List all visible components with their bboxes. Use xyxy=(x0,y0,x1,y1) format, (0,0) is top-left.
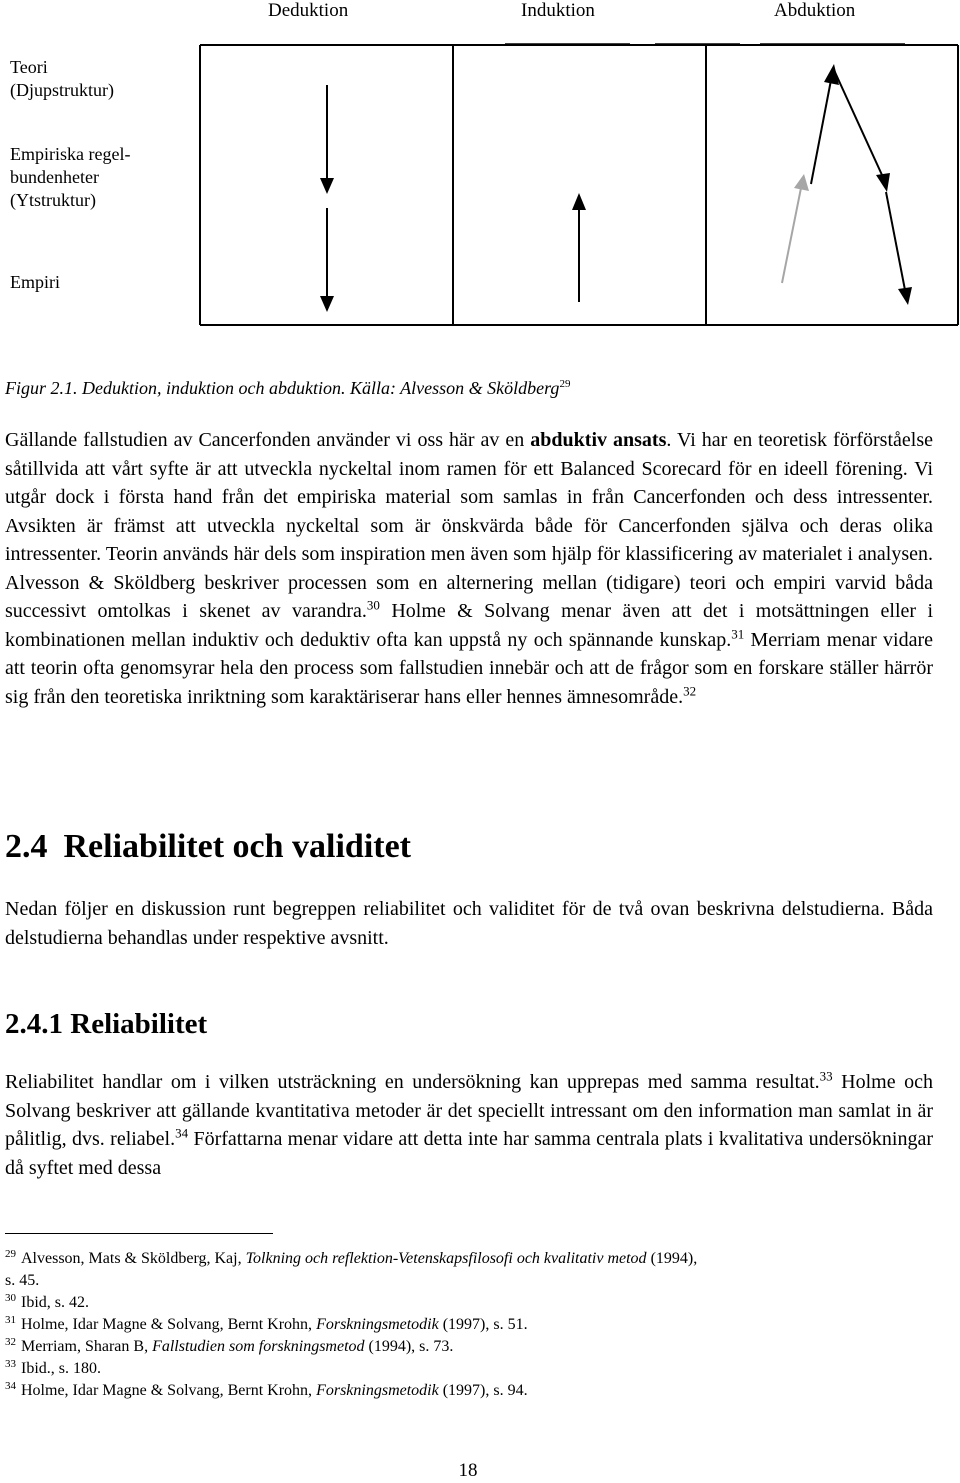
deduktion-arrows xyxy=(320,85,334,312)
paragraph-abduction xyxy=(5,426,933,711)
arrowhead-down xyxy=(898,287,912,305)
arrowhead-up xyxy=(572,193,586,210)
footnote-ref[interactable]: 31 xyxy=(731,625,745,641)
section-title: Reliabilitet och validitet xyxy=(63,828,412,865)
abduktion-down-arrow-line xyxy=(886,192,905,290)
footnote-number: 32 xyxy=(5,1335,16,1348)
text-run: Holme & Solvang menar även att det i motsättningen eller i kombinationen mellan induktiv och deduktiv ofta kan uppstå ny och spännande kunskap. xyxy=(5,600,934,651)
footnote-29 xyxy=(5,1248,935,1292)
footnote-separator xyxy=(5,1233,273,1234)
footnote-ref[interactable]: 30 xyxy=(366,597,380,613)
subsection-heading xyxy=(5,1008,207,1041)
row-label-line: bundenheter xyxy=(10,167,99,187)
row-label-line: Teori xyxy=(10,57,48,77)
row-label-line: (Ytstruktur) xyxy=(10,190,96,210)
arrowhead-down xyxy=(320,178,334,194)
footnote-text: (1997), s. 94. xyxy=(438,1382,528,1399)
footnote-32 xyxy=(5,1336,935,1358)
figure-caption xyxy=(5,378,570,399)
footnote-ref[interactable]: 33 xyxy=(819,1068,833,1084)
subsection-title: Reliabilitet xyxy=(70,1008,208,1040)
text-run: Holme och Solvang beskriver att gällande kvantitativa metoder är det speciellt intressant om den information man samlat in är pålitlig, dvs. reliabel. xyxy=(5,1071,933,1150)
row-label-line: Empiri xyxy=(10,272,60,292)
column-header-abduktion: Abduktion xyxy=(774,0,856,21)
footnote-title: Forskningsmetodik xyxy=(316,1316,439,1333)
footnote-ref[interactable]: 29 xyxy=(559,378,571,390)
footnote-text: Ibid, s. 42. xyxy=(21,1294,89,1311)
abduktion-up-arrow-line xyxy=(811,80,831,184)
footnotes xyxy=(5,1248,935,1402)
subsection-number: 2.4.1 xyxy=(5,1008,63,1040)
text-run: Merriam menar vidare att teorin ofta genomsyrar hela den process som fallstudien innebär och att de frågor som en forskare ställer härrör sig från den teoretiska inriktning som karaktäriserar hans eller hennes ämnesområde. xyxy=(5,628,933,708)
abduktion-gray-arrow-line xyxy=(782,188,801,283)
text-run: Författarna menar vidare att detta inte har samma centrala plats i kvalitativa undersökningar då syftet med dessa xyxy=(5,1128,934,1179)
footnote-title: Fallstudien som forskningsmetod xyxy=(152,1338,365,1355)
footnote-number: 30 xyxy=(5,1291,16,1304)
footnote-text: Alvesson, Mats & Sköldberg, Kaj, xyxy=(21,1250,246,1267)
footnote-text: Ibid., s. 180. xyxy=(21,1360,101,1377)
arrowhead-down xyxy=(320,296,334,312)
footnote-ref[interactable]: 32 xyxy=(683,682,697,698)
footnote-text: s. 45. xyxy=(5,1272,40,1289)
footnote-33 xyxy=(5,1358,935,1380)
footnote-number: 33 xyxy=(5,1357,16,1370)
abduktion-arrows xyxy=(782,64,912,305)
bold-term: abduktiv ansats xyxy=(530,429,667,451)
row-label-line: Empiriska regel- xyxy=(10,144,131,164)
text-run: Gällande fallstudien av Cancerfonden använder vi oss här av en xyxy=(5,429,531,451)
caption-text: Figur 2.1. Deduktion, induktion och abduktion. Källa: Alvesson & Sköldberg xyxy=(5,378,560,398)
text-run: Reliabilitet handlar om i vilken utsträckning en undersökning kan upprepas med samma resultat. xyxy=(5,1071,820,1093)
paragraph-reliability xyxy=(5,1068,933,1182)
footnote-31 xyxy=(5,1314,935,1336)
footnote-number: 29 xyxy=(5,1247,16,1260)
page-number: 18 xyxy=(458,1460,478,1481)
footnote-text: (1997), s. 51. xyxy=(438,1316,528,1333)
induktion-arrow xyxy=(572,193,586,302)
footnote-ref[interactable]: 34 xyxy=(175,1125,189,1141)
footnote-text: Holme, Idar Magne & Solvang, Bernt Krohn, xyxy=(21,1382,317,1399)
method-diagram xyxy=(0,0,960,340)
footnote-title: Forskningsmetodik xyxy=(316,1382,439,1399)
footnote-text: (1994), xyxy=(646,1250,698,1267)
footnote-30 xyxy=(5,1292,935,1314)
arrowhead-down xyxy=(876,173,890,192)
text-run: . Vi har en teoretisk förförståelse såtillvida att vårt syfte är att utveckla nyckeltal inom ramen för ett Balanced Scorecard för en ideell förening. Vi utgår dock i första hand från det empiriska material som samlas in från Cancerfonden och dess intressenter. Avsikten är främst att utveckla nyckeltal som är önskvärda både för Cancerfonden själva och deras olika intressenter. Teorin används här dels som inspiration men även som hjälp för klassificering av materialet i analysen. Alvesson & Sköldberg beskriver processen som en alternering mellan (tidigare) teori och empiri varvid båda successivt omtolkas i skenet av varandra. xyxy=(5,429,933,622)
footnote-title: Tolkning och reflektion-Vetenskapsfilosofi och kvalitativ metod xyxy=(245,1250,647,1267)
column-header-deduktion: Deduktion xyxy=(268,0,349,21)
footnote-text: Merriam, Sharan B, xyxy=(21,1338,153,1355)
paragraph-intro: Nedan följer en diskussion runt begreppen reliabilitet och validitet för de två ovan beskrivna delstudierna. Båda delstudierna behandlas under respektive avsnitt. xyxy=(5,898,933,949)
column-header-induktion: Induktion xyxy=(521,0,595,21)
section-heading xyxy=(5,828,411,866)
footnote-text: Holme, Idar Magne & Solvang, Bernt Krohn, xyxy=(21,1316,317,1333)
section-number: 2.4 xyxy=(5,828,48,865)
footnote-number: 34 xyxy=(5,1379,16,1392)
arrowhead-up-gray xyxy=(794,174,809,191)
footnote-number: 31 xyxy=(5,1313,16,1326)
row-label-line: (Djupstruktur) xyxy=(10,80,114,100)
footnote-34 xyxy=(5,1380,935,1402)
footnote-text: (1994), s. 73. xyxy=(364,1338,454,1355)
abduktion-down-arrow-mid xyxy=(834,70,882,175)
